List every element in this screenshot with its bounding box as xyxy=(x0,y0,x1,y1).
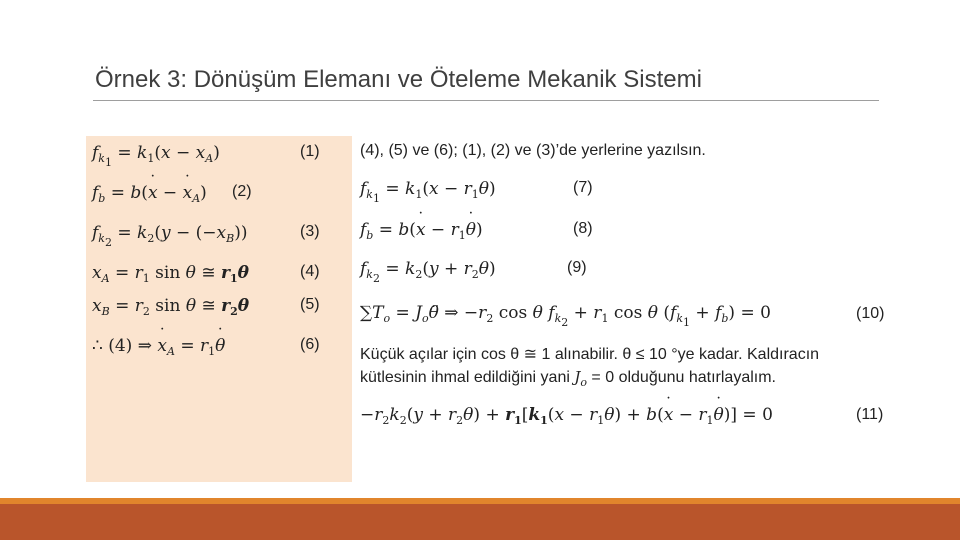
equation-3-number: (3) xyxy=(300,223,320,240)
equation-4: $x_A = r_1$ sin θ ≅ $r_1\theta$ xyxy=(92,263,249,285)
equation-6-number: (6) xyxy=(300,336,320,353)
equation-11-number: (11) xyxy=(856,406,884,423)
equation-5-number: (5) xyxy=(300,296,320,313)
therefore-symbol: ∴ xyxy=(92,336,103,356)
therefore-ref: (4) xyxy=(108,336,133,356)
equation-7: $f_{k_1} = k_1(x - r_1\theta)$ xyxy=(360,179,496,205)
equation-8: $f_b = b(x$ ˙ − $r_1\theta$ ˙) xyxy=(360,217,483,241)
equation-4-number: (4) xyxy=(300,263,320,280)
equation-3: $f_{k_2} = k_2(y - (-x_B))$ xyxy=(92,223,248,249)
equation-6: ∴ (4) ⇒ x $˙_A = r_1\theta$ ˙ xyxy=(92,333,225,357)
equation-9-number: (9) xyxy=(567,259,587,276)
small-angle-note-line1: Küçük açılar için cos θ ≅ 1 alınabilir. θ ≤ 10 °ye kadar. Kaldıracın xyxy=(360,346,820,363)
equation-7-number: (7) xyxy=(573,179,593,196)
equation-1: $f_{k_1} = k_1(x - x_A)$ xyxy=(92,143,220,169)
title-divider xyxy=(93,100,879,101)
equation-10: $\sum T_o$ = $J_o\thetä$ ⇒ $-r_2$ cos θ $f_{k_2} + r_1$ cos θ $(f_{k_1} + f_b) = 0$ xyxy=(360,303,771,329)
equation-9: $f_{k_2} = k_2(y + r_2\theta)$ xyxy=(360,259,496,285)
equation-2: $f_b = b(x$ ˙ − x $˙_A$) xyxy=(92,180,207,204)
small-angle-note-line2: kütlesinin ihmal edildiğini yani $J_o = 0$ olduğunu hatırlayalım. xyxy=(360,368,776,389)
equation-1-number: (1) xyxy=(300,143,320,160)
equation-5: $x_B = r_2$ sin θ ≅ $r_2\theta$ xyxy=(92,296,250,318)
footer-bar xyxy=(0,504,960,540)
equation-2-number: (2) xyxy=(232,183,252,200)
substitution-intro: (4), (5) ve (6); (1), (2) ve (3)’de yerlerine yazılsın. xyxy=(360,142,706,159)
equation-11: $-r_2k_2(y + r_2\theta) + r_1[k_1(x - r_1\theta) + b(x$ ˙ − $r_1\theta$ ˙)] = 0 xyxy=(360,402,773,426)
equation-10-number: (10) xyxy=(856,305,885,322)
equation-8-number: (8) xyxy=(573,220,593,237)
slide-title: Örnek 3: Dönüşüm Elemanı ve Öteleme Mekanik Sistemi xyxy=(95,66,702,93)
